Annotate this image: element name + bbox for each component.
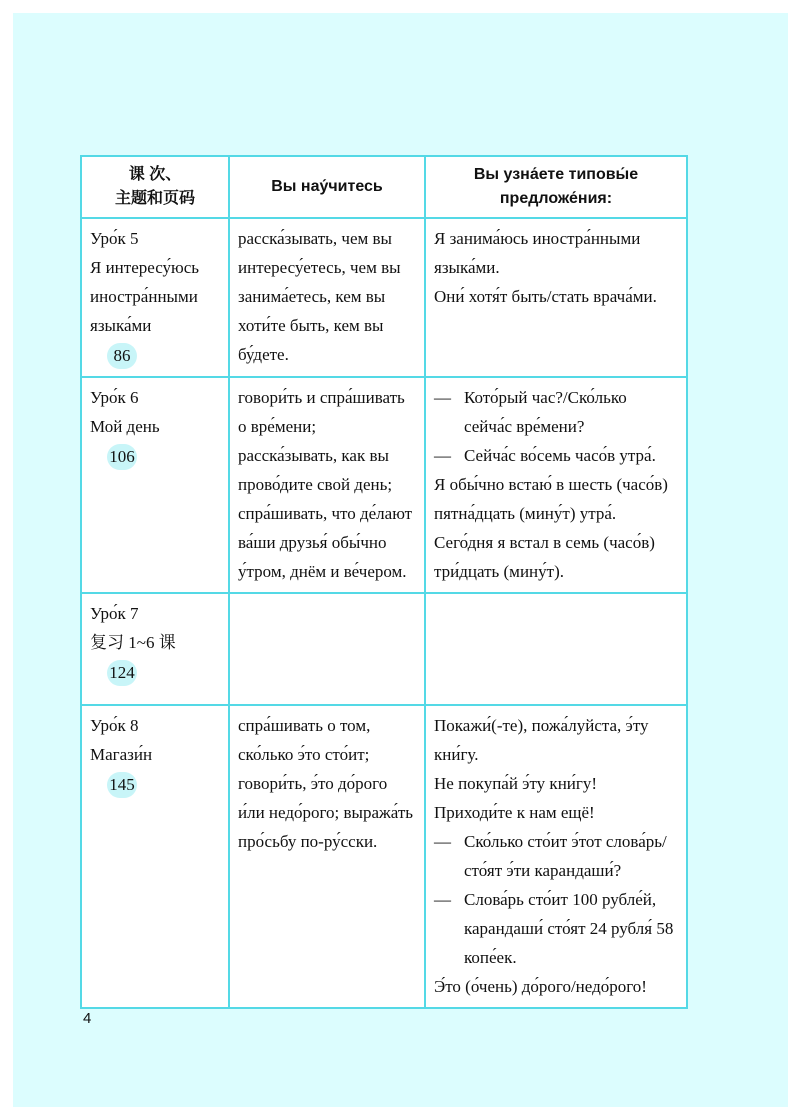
skills-cell [229, 218, 425, 377]
text-line: пятна́дцать (мину́т) утра́. [434, 504, 617, 523]
lesson-topic: языка́ми [90, 316, 152, 335]
text-line: Сейча́с во́семь часо́в утра́. [464, 446, 656, 465]
text-line: спра́шивать о том, [238, 716, 371, 735]
lesson-title: Уро́к 8 [90, 716, 139, 735]
skills-cell [229, 705, 425, 1008]
sentences-cell [425, 218, 687, 377]
text-line: занима́етесь, кем вы [238, 287, 386, 306]
header-line: предложе́ния: [499, 190, 613, 207]
lesson-title: Уро́к 5 [90, 229, 139, 248]
text-line: говори́ть и спра́шивать [238, 388, 405, 407]
table-row [81, 593, 687, 705]
lesson-topic: 复习 1~6 课 [90, 633, 176, 652]
page-number: 145 [107, 772, 137, 798]
text-line: сейча́с вре́мени? [464, 417, 585, 436]
lesson-topic: Мой день [90, 417, 160, 436]
dialogue-dash: — [434, 446, 451, 465]
text-line: ва́ши друзья́ обы́чно [238, 533, 387, 552]
page-number-badge [90, 770, 154, 799]
text-line: языка́ми. [434, 258, 500, 277]
lesson-title: Уро́к 7 [90, 604, 139, 623]
text-line: бу́дете. [238, 345, 289, 364]
text-line: ско́лько э́то сто́ит; [238, 745, 370, 764]
dialogue-line [434, 441, 678, 470]
page-number-badge [90, 442, 154, 471]
lesson-cell [81, 705, 229, 1008]
page-number: 124 [107, 660, 137, 686]
lesson-cell [81, 593, 229, 705]
text-line: Э́то (о́чень) до́рого/недо́рого! [434, 977, 647, 996]
dialogue-dash: — [434, 832, 451, 851]
text-line: Приходи́те к нам ещё! [434, 803, 595, 822]
text-line: Покажи́(-те), пожа́луйста, э́ту [434, 716, 649, 735]
text-line: Я обы́чно встаю́ в шесть (часо́в) [434, 475, 668, 494]
page-number-footer: 4 [83, 1010, 92, 1027]
text-line: Не покупа́й э́ту кни́гу! [434, 774, 598, 793]
table-header-row [81, 156, 687, 218]
lesson-contents-table [80, 155, 688, 1009]
dialogue-line [434, 383, 678, 412]
lesson-topic: Магази́н [90, 745, 153, 764]
text-line: кни́гу. [434, 745, 479, 764]
text-line: расска́зывать, чем вы [238, 229, 392, 248]
header-line: Вы узна́ете типовы́е [473, 166, 639, 183]
header-line: 主题和页码 [114, 190, 195, 207]
header-sentences-column [425, 156, 687, 218]
table-row [81, 377, 687, 593]
text-line: прово́дите свой день; [238, 475, 393, 494]
text-line: интересу́етесь, чем вы [238, 258, 401, 277]
lesson-cell [81, 377, 229, 593]
header-lesson-column [81, 156, 229, 218]
lesson-title: Уро́к 6 [90, 388, 139, 407]
text-line: карандаши́ сто́ят 24 рубля́ 58 [464, 919, 674, 938]
text-line: сто́ят э́ти карандаши́? [464, 861, 622, 880]
dialogue-dash: — [434, 890, 451, 909]
text-line: Сего́дня я встал в семь (часо́в) [434, 533, 655, 552]
page-number-badge [90, 341, 154, 370]
text-line: Кото́рый час?/Ско́лько [464, 388, 627, 407]
text-line: хоти́те быть, кем вы [238, 316, 384, 335]
sentences-cell [425, 377, 687, 593]
page-number-badge [90, 658, 154, 687]
text-line: копе́ек. [464, 948, 517, 967]
text-line: Ско́лько сто́ит э́тот слова́рь/ [464, 832, 667, 851]
table-row [81, 705, 687, 1008]
sentences-cell [425, 593, 687, 705]
header-line: Вы нау́читесь [271, 178, 383, 195]
page-number: 106 [107, 444, 137, 470]
lesson-topic: Я интересу́юсь [90, 258, 200, 277]
skills-cell [229, 377, 425, 593]
text-line: Они́ хотя́т быть/стать врача́ми. [434, 287, 657, 306]
text-line: и́ли недо́рого; выража́ть [238, 803, 414, 822]
dialogue-line [434, 885, 678, 914]
text-line: Я занима́юсь иностра́нными [434, 229, 641, 248]
text-line: говори́ть, э́то до́рого [238, 774, 388, 793]
sentences-cell [425, 705, 687, 1008]
text-line: три́дцать (мину́т). [434, 562, 564, 581]
text-line: расска́зывать, как вы [238, 446, 389, 465]
lesson-topic: иностра́нными [90, 287, 198, 306]
text-line: у́тром, днём и ве́чером. [238, 562, 407, 581]
text-line: Слова́рь сто́ит 100 рубле́й, [464, 890, 657, 909]
page-number: 86 [107, 343, 137, 369]
text-line: о вре́мени; [238, 417, 317, 436]
text-line: про́сьбу по-ру́сски. [238, 832, 378, 851]
header-line: 课 次、 [128, 166, 182, 183]
dialogue-dash: — [434, 388, 451, 407]
lesson-cell [81, 218, 229, 377]
text-line: спра́шивать, что де́лают [238, 504, 413, 523]
table-row [81, 218, 687, 377]
header-skills-column [229, 156, 425, 218]
dialogue-line [434, 827, 678, 856]
skills-cell [229, 593, 425, 705]
